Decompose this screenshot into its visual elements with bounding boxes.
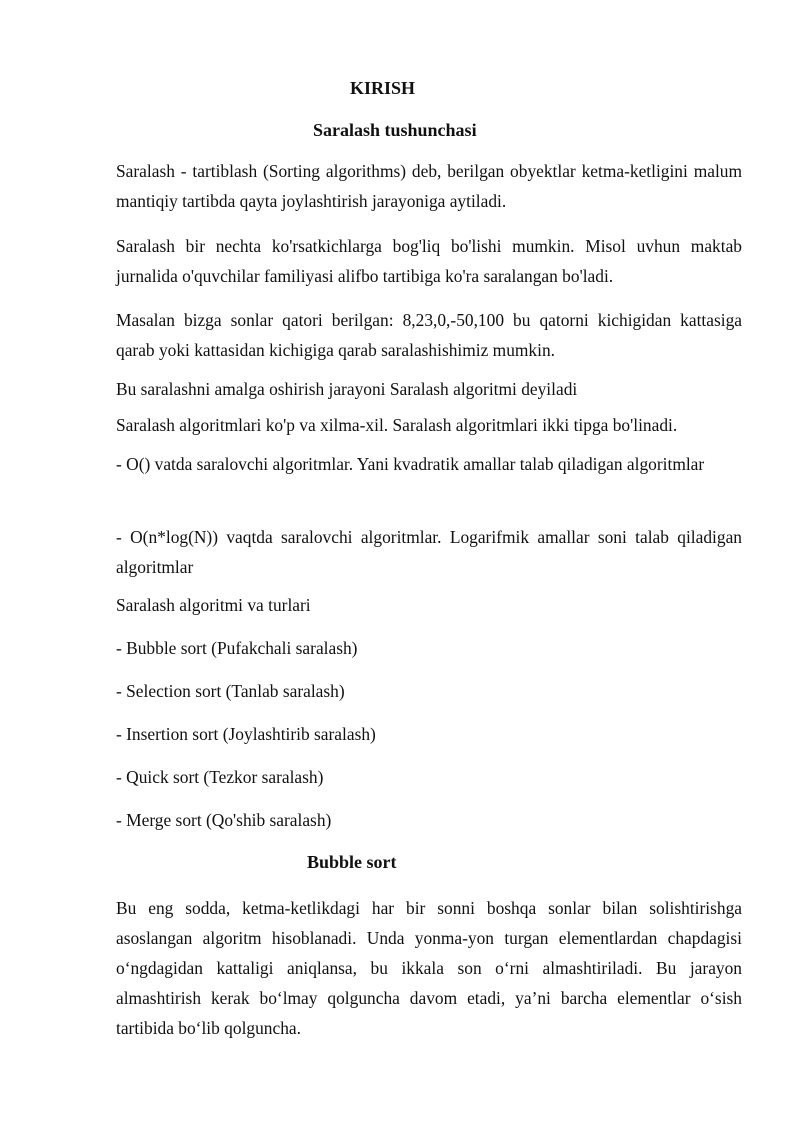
paragraph-nlogn: - O(n*log(N)) vaqtda saralovchi algoritmlar. Logarifmik amallar soni talab qiladigan algoritmlar <box>116 527 742 577</box>
line-algorithm-process: Bu saralashni amalga oshirish jarayoni Saralash algoritmi deyiladi <box>116 379 578 399</box>
heading-kirish: KIRISH <box>350 78 416 98</box>
list-item-insertion: - Insertion sort (Joylashtirib saralash) <box>116 724 376 744</box>
paragraph-example: Masalan bizga sonlar qatori berilgan: 8,23,0,-50,100 bu qatorni kichigidan kattasiga qarab yoki kattasidan kichigiga qarab saralashishimiz mumkin. <box>116 310 742 360</box>
heading-saralash-tushunchasi: Saralash tushunchasi <box>313 120 477 140</box>
line-list-title: Saralash algoritmi va turlari <box>116 595 311 615</box>
paragraph-dependency: Saralash bir nechta ko'rsatkichlarga bog'liq bo'lishi mumkin. Misol uvhun maktab jurnalida o'quvchilar familiyasi alifbo tartibiga ko'ra saralangan bo'ladi. <box>116 236 742 286</box>
line-algorithm-types: Saralash algoritmlari ko'p va xilma-xil. Saralash algoritmlari ikki tipga bo'linadi. <box>116 415 678 435</box>
heading-bubble-sort: Bubble sort <box>307 852 397 872</box>
list-item-merge: - Merge sort (Qo'shib saralash) <box>116 810 332 830</box>
paragraph-quadratic: - O() vatda saralovchi algoritmlar. Yani kvadratik amallar talab qiladigan algoritmlar <box>116 454 705 474</box>
list-item-selection: - Selection sort (Tanlab saralash) <box>116 681 345 701</box>
paragraph-bubble-sort: Bu eng sodda, ketma-ketlikdagi har bir sonni boshqa sonlar bilan solishtirishga asoslangan algoritm hisoblanadi. Unda yonma-yon turgan elementlardan chapdagisi o‘ngdagidan kattaligi aniqlansa, bu ikkala son o‘rni almashtiriladi. Bu jarayon almashtirish kerak bo‘lmay qolguncha davom etadi, ya’ni barcha elementlar o‘sish tartibida bo‘lib qolguncha. <box>116 898 742 1038</box>
paragraph-definition: Saralash - tartiblash (Sorting algorithms) deb, berilgan obyektlar ketma-ketligini malum mantiqiy tartibda qayta joylashtirish jarayoniga aytiladi. <box>116 161 742 211</box>
list-item-bubble: - Bubble sort (Pufakchali saralash) <box>116 638 358 658</box>
list-item-quick: - Quick sort (Tezkor saralash) <box>116 767 324 787</box>
